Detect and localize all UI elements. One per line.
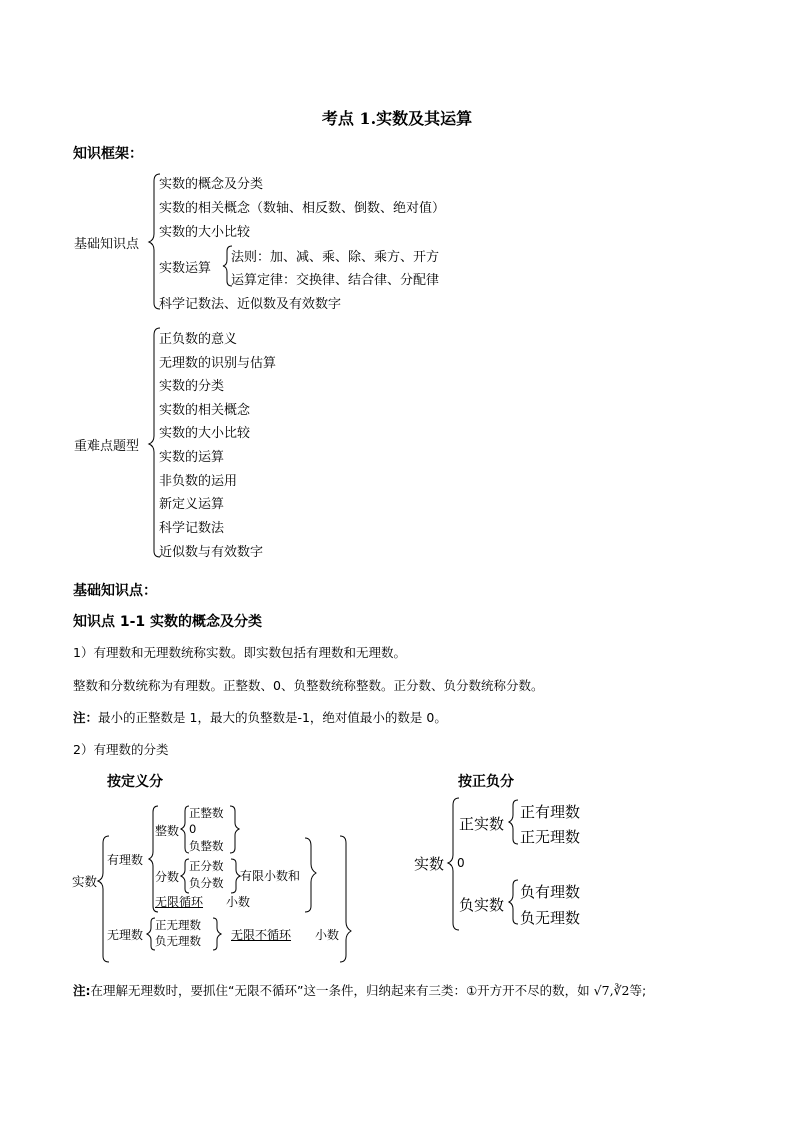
brace-sign-negative xyxy=(509,880,518,924)
sign-root: 实数 xyxy=(414,855,445,873)
sign-pos-rational: 正有理数 xyxy=(520,803,581,821)
key-item: 无理数的识别与估算 xyxy=(159,356,277,371)
def-non-repeating: 无限不循环 xyxy=(231,928,292,942)
basic-item: 实数的相关概念（数轴、相反数、倒数、绝对值） xyxy=(159,201,446,216)
sign-positive: 正实数 xyxy=(459,815,505,833)
basic-item: 科学记数法、近似数及有效数字 xyxy=(159,297,342,312)
sign-zero: 0 xyxy=(457,856,465,870)
def-pos-irr: 正无理数 xyxy=(155,918,201,932)
def-fraction: 分数 xyxy=(155,870,180,884)
def-decimal-suffix-2: 小数 xyxy=(315,928,340,942)
def-finite-decimal: 有限小数和 xyxy=(240,869,301,883)
brace-basic xyxy=(149,174,160,309)
brace-def-irrational-right xyxy=(213,918,221,950)
def-neg-irr: 负无理数 xyxy=(155,934,201,948)
brace-sign-positive xyxy=(509,800,518,844)
basic-item-operation: 实数运算 xyxy=(159,261,212,276)
bottom-note xyxy=(73,981,646,999)
key-label: 重难点题型 xyxy=(74,439,140,454)
def-integer: 整数 xyxy=(155,824,180,838)
def-decimal-suffix: 小数 xyxy=(226,895,251,909)
paragraph: 1）有理数和无理数统称实数。即实数包括有理数和无理数。 xyxy=(73,645,406,660)
basics-heading: 基础知识点： xyxy=(73,583,157,599)
basic-item: 实数的大小比较 xyxy=(159,225,251,240)
brace-def-irrational xyxy=(147,918,155,950)
def-root: 实数 xyxy=(72,874,98,889)
brace-def-integer-right xyxy=(230,806,239,853)
by-definition-heading: 按定义分 xyxy=(107,774,163,790)
key-item: 非负数的运用 xyxy=(159,474,238,489)
sign-neg-rational: 负有理数 xyxy=(520,883,581,901)
def-infinite-repeat: 无限循环 xyxy=(155,895,204,909)
key-item: 实数的运算 xyxy=(159,450,225,465)
def-pos-int: 正整数 xyxy=(189,806,224,820)
def-zero: 0 xyxy=(189,822,197,836)
brace-def-fraction xyxy=(181,859,189,893)
basic-item: 实数的概念及分类 xyxy=(159,177,264,192)
note-label: 注： xyxy=(73,710,99,725)
def-rational: 有理数 xyxy=(107,853,144,867)
key-item: 正负数的意义 xyxy=(159,332,238,347)
brace-def-decimal-right xyxy=(305,838,316,912)
basic-label: 基础知识点 xyxy=(74,237,140,252)
def-irrational: 无理数 xyxy=(107,928,144,942)
page-title: 考点 1.实数及其运算 xyxy=(321,109,473,128)
def-neg-frac: 负分数 xyxy=(189,876,224,890)
key-item: 新定义运算 xyxy=(159,497,225,512)
framework-heading: 知识框架： xyxy=(73,146,143,162)
brace-def-outer-right xyxy=(340,836,351,962)
section-heading: 知识点 1-1 实数的概念及分类 xyxy=(73,614,263,630)
paragraph: 2）有理数的分类 xyxy=(73,742,169,757)
key-item: 实数的大小比较 xyxy=(159,426,251,441)
key-item: 实数的相关概念 xyxy=(159,403,251,418)
bottom-note-suffix: 等; xyxy=(629,983,647,998)
operation-sub: 法则：加、减、乘、除、乘方、开方 xyxy=(231,250,440,265)
paragraph: 整数和分数统称为有理数。正整数、0、负整数统称整数。正分数、负分数统称分数。 xyxy=(73,678,544,693)
def-neg-int: 负整数 xyxy=(189,839,224,853)
sign-neg-irrational: 负无理数 xyxy=(520,909,581,927)
sign-pos-irrational: 正无理数 xyxy=(520,828,581,846)
key-item: 近似数与有效数字 xyxy=(159,545,264,560)
bottom-note-text: 在理解无理数时，要抓住“无限不循环”这一条件，归纳起来有三类：①开方开不尽的数，如 xyxy=(90,983,590,998)
def-pos-frac: 正分数 xyxy=(189,859,224,873)
bottom-note-math: √7,∛2 xyxy=(593,983,630,998)
key-item: 科学记数法 xyxy=(159,521,225,536)
bottom-note-label: 注: xyxy=(73,983,91,998)
key-item: 实数的分类 xyxy=(159,379,225,394)
brace-def-integer xyxy=(181,806,189,853)
sign-negative: 负实数 xyxy=(459,896,505,914)
by-sign-heading: 按正负分 xyxy=(458,774,514,790)
operation-sub: 运算定律：交换律、结合律、分配律 xyxy=(231,273,440,288)
note-text: 最小的正整数是 1，最大的负整数是-1，绝对值最小的数是 0。 xyxy=(98,710,447,725)
note xyxy=(73,708,447,726)
brace-def-fraction-right xyxy=(231,859,240,893)
